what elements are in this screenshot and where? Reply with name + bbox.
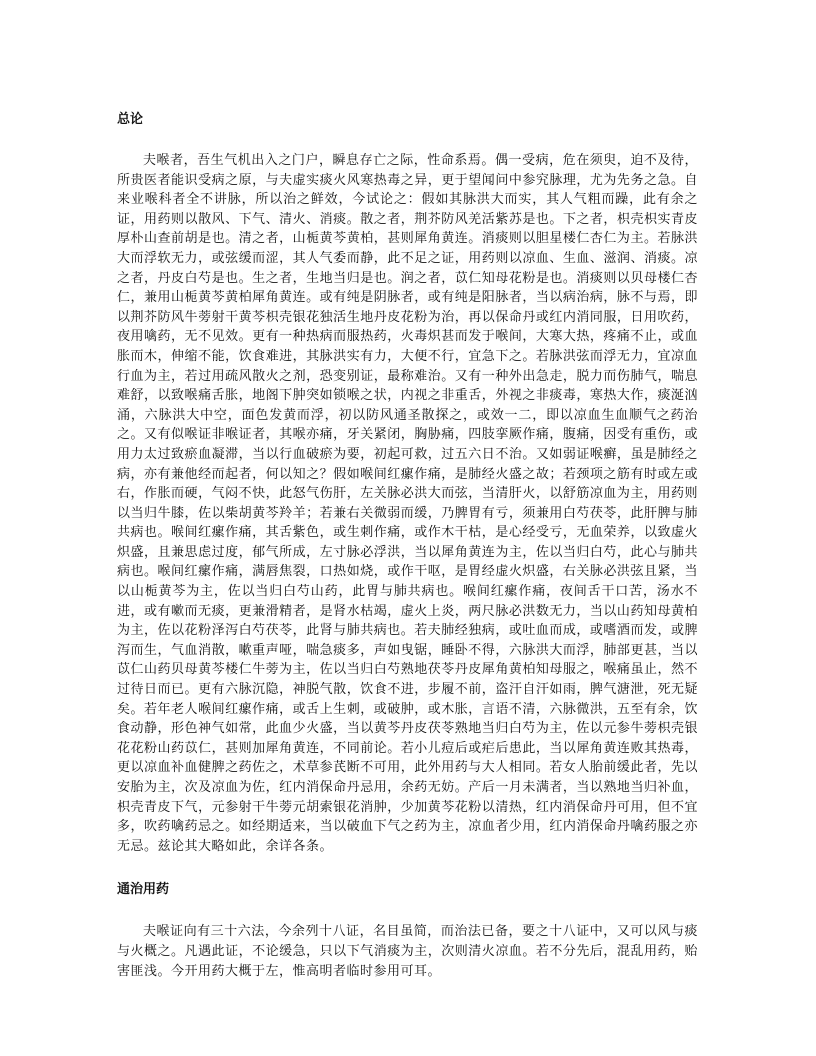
section-body-general-medication: 夫喉证向有三十六法，今余列十八证，名目虽简，而治法已备，要之十八证中，又可以风与痰与火概之。凡遇此证，不论缓急，只以下气消痰为主，次则清火凉血。若不分先后，混乱用药，贻害匪浅。今开用药大概于左，惟高明者临时参用可耳。 <box>117 924 698 979</box>
document-page <box>117 111 698 981</box>
section-title-general-medication: 通治用药 <box>117 882 170 898</box>
section-title-general-discussion: 总论 <box>117 112 144 127</box>
section-body-general-discussion: 夫喉者，吾生气机出入之门户，瞬息存亡之际，性命系焉。偶一受病，危在须臾，迫不及待，所贵医者能识受病之原，与夫虚实痰火风寒热毒之异，更于望闻问中参究脉理，尤为先务之急。自来业喉科者全不讲脉，所以治之鲜效，今试论之：假如其脉洪大而实，其人气粗而躁，此有余之证，用药则以散风、下气、清火、消痰。散之者，荆芥防风羌活紫苏是也。下之者，枳壳枳实青皮厚朴山查前胡是也。清之者，山栀黄芩黄柏，甚则犀角黄连。消痰则以胆星楼仁杏仁为主。若脉洪大而浮软无力，或弦缓而涩，其人气委而静，此不足之证，用药则以凉血、生血、滋润、消痰。凉之者，丹皮白芍是也。生之者，生地当归是也。润之者，苡仁知母花粉是也。消痰则以贝母楼仁杏仁，兼用山栀黄芩黄柏犀角黄连。或有纯是阴脉者，或有纯是阳脉者，当以病治病，脉不与焉，即以荆芥防风牛蒡射干黄芩枳壳银花独活生地丹皮花粉为治，再以保命丹或红内消同服，日用吹药，夜用噙药，无不见效。更有一种热病而服热药，火毒炽甚而发于喉间，大寒大热，疼痛不止，或血胀而木，伸缩不能，饮食难进，其脉洪实有力，大便不行，宜急下之。若脉洪弦而浮无力，宜凉血行血为主，若过用疏风散火之剂，恐变别证，最称难治。又有一种外出急走，脱力而伤肺气，喘息难舒，以致喉痛舌胀，地阁下肿突如锁喉之状，内视之非重舌，外视之非痰毒，寒热大作，痰涎汹涌，六脉洪大中空，面色发黄而浮，初以防风通圣散探之，或效一二，即以凉血生血顺气之药治之。又有似喉证非喉证者，其喉亦痛，牙关紧闭，胸胁痛，四肢挛厥作痛，腹痛，因受有重伤，或用力太过致瘀血凝滞，当以行血破瘀为要，初起可救，过五六日不治。又如弱证喉癣，虽是肺经之病，亦有兼他经而起者，何以知之？假如喉间红瘰作痛，是肺经火盛之故；若颈项之筋有时或左或右，作胀而硬，气闷不快，此怒气伤肝，左关脉必洪大而弦，当清肝火，以舒筋凉血为主，用药则以当归牛膝，佐以柴胡黄芩羚羊；若兼右关微弱而缓，乃脾胃有亏，须兼用白芍茯苓，此肝脾与肺共病也。喉间红瘰作痛，其舌紫色，或生刺作痛，或作木干枯，是心经受亏，无血荣养，以致虚火炽盛，且兼思虑过度，郁气所成，左寸脉必浮洪，当以犀角黄连为主，佐以当归白芍，此心与肺共病也。喉间红瘰作痛，满唇焦裂，口热如烧，或作干呕，是胃经虚火炽盛，右关脉必洪弦且紧，当以山栀黄芩为主，佐以当归白芍山药，此胃与肺共病也。喉间红瘰作痛，夜间舌干口苦，汤水不进，或有嗽而无痰，更兼滑精者，是肾水枯竭，虚火上炎，两尺脉必洪数无力，当以山药知母黄柏为主，佐以花粉泽泻白芍茯苓，此肾与肺共病也。若夫肺经独病，或吐血而成，或嗜酒而发，或脾泻而生，气血消散，嗽重声哑，喘急痰多，声如曳锯，睡卧不得，六脉洪大而浮，肺部更甚，当以苡仁山药贝母黄芩楼仁牛蒡为主，佐以当归白芍熟地茯苓丹皮犀角黄柏知母服之，喉痛虽止，然不过待日而已。更有六脉沉隐，神脱气散，饮食不进，步履不前，盗汗自汗如雨，脾气溏泄，死无疑矣。若年老人喉间红瘰作痛，或舌上生刺，或破肿，或木胀，言语不清，六脉微洪，五至有余，饮食动静，形色神气如常，此血少火盛，当以黄芩丹皮茯苓熟地当归白芍为主，佐以元参牛蒡枳壳银花花粉山药苡仁，甚则加犀角黄连，不同前论。若小儿痘后或疟后患此，当以犀角黄连败其热毒，更以凉血补血健脾之药佐之，术草参芪断不可用，此外用药与大人相同。若女人胎前缓此者，先以安胎为主，次及凉血为佐，红内消保命丹忌用，余药无妨。产后一月未满者，当以熟地当归补血，枳壳青皮下气，元参射干牛蒡元胡索银花消肿，少加黄芩花粉以清热，红内消保命丹可用，但不宜多，吹药噙药忌之。如经期适来，当以破血下气之药为主，凉血者少用，红内消保命丹噙药服之亦无忌。兹论其大略如此，余详各条。 <box>117 153 698 854</box>
